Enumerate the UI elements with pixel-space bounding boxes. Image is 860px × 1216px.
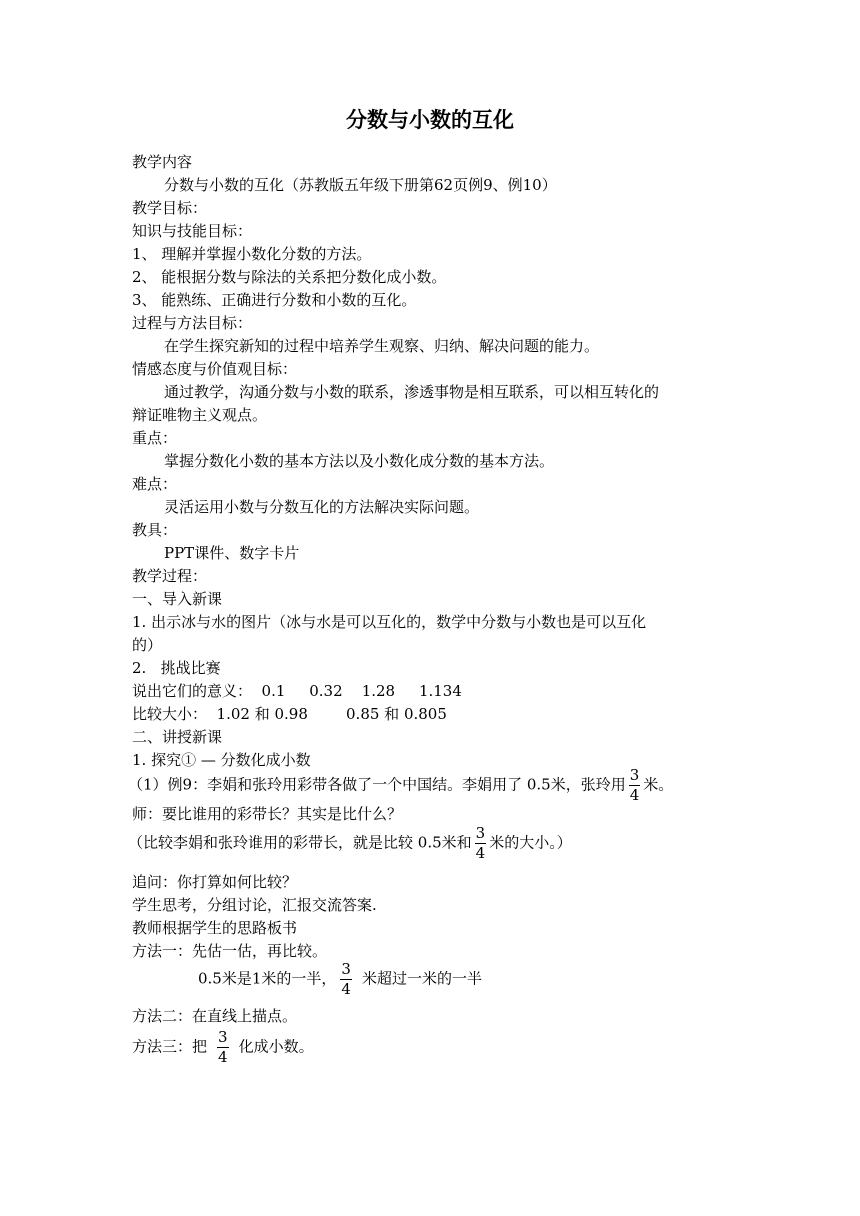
fraction-three-quarters [629, 768, 641, 803]
section-heading-difficulties: 难点： [132, 475, 178, 493]
estimate-text: 0.5米是1米的一半， [198, 969, 337, 988]
subheading-process: 过程与方法目标： [132, 314, 253, 332]
subheading-attitude: 情感态度与价值观目标： [132, 360, 298, 378]
method-3-text: 方法三：把 [132, 1037, 208, 1056]
tools-text: PPT课件、数字卡片 [164, 544, 300, 562]
fraction-three-quarters [475, 826, 487, 861]
intro-step-1-line-1: 1. 出示冰与水的图片（冰与水是可以互化的，数学中分数与小数也是可以互化 [132, 613, 647, 631]
difficulties-text: 灵活运用小数与分数互化的方法解决实际问题。 [164, 498, 480, 516]
compare-explanation-text: （比较李娟和张玲谁用的彩带长，就是比较 0.5米和 [128, 833, 472, 852]
follow-up-question: 追问：你打算如何比较？ [132, 873, 298, 891]
fraction-denominator: 4 [629, 786, 640, 804]
attitude-text-line-2: 辩证唯物主义观点。 [132, 406, 268, 424]
fraction-numerator: 3 [218, 1028, 228, 1046]
fraction-three-quarters [340, 962, 352, 997]
fraction-three-quarters [217, 1030, 229, 1065]
objective-item-2: 2、 能根据分数与除法的关系把分数化成小数。 [132, 268, 447, 286]
teacher-board-note: 教师根据学生的思路板书 [132, 919, 298, 937]
compare-explanation-end: 米的大小。） [489, 833, 572, 852]
method-1-heading: 方法一：先估一估，再比较。 [132, 942, 328, 960]
example-9-unit: 米。 [643, 775, 674, 794]
teacher-question: 师：要比谁用的彩带长？其实是比什么？ [132, 805, 403, 823]
intro-step-2: 2. 挑战比赛 [132, 659, 221, 677]
student-discussion: 学生思考，分组讨论，汇报交流答案. [132, 896, 377, 914]
section-heading-key-points: 重点： [132, 429, 178, 447]
process-text: 在学生探究新知的过程中培养学生观察、归纳、解决问题的能力。 [164, 337, 600, 355]
compare-sizes: 比较大小： 1.02 和 0.98 0.85 和 0.805 [132, 705, 447, 723]
meaning-numbers: 说出它们的意义： 0.1 0.32 1.28 1.134 [132, 682, 462, 700]
fraction-numerator: 3 [341, 960, 351, 978]
fraction-denominator: 4 [218, 1048, 228, 1066]
fraction-numerator: 3 [629, 766, 640, 784]
fraction-numerator: 3 [475, 824, 486, 842]
explore-heading: 1. 探究① — 分数化成小数 [132, 751, 311, 769]
document-title: 分数与小数的互化 [346, 108, 514, 132]
objective-item-3: 3、 能熟练、正确进行分数和小数的互化。 [132, 291, 417, 309]
section-heading-content: 教学内容 [132, 153, 193, 171]
objective-item-1: 1、 理解并掌握小数化分数的方法。 [132, 245, 372, 263]
key-points-text: 掌握分数化小数的基本方法以及小数化成分数的基本方法。 [164, 452, 555, 470]
part-1-heading: 一、导入新课 [132, 590, 223, 608]
example-9-line [128, 768, 673, 803]
part-2-heading: 二、讲授新课 [132, 728, 223, 746]
method-3-line [132, 1030, 314, 1065]
section-heading-tools: 教具： [132, 521, 178, 539]
fraction-denominator: 4 [475, 844, 486, 862]
method-3-text-end: 化成小数。 [238, 1037, 314, 1056]
method-2-heading: 方法二：在直线上描点。 [132, 1007, 298, 1025]
estimate-text-end: 米超过一米的一半 [361, 969, 482, 988]
intro-step-1-line-2: 的） [132, 636, 163, 654]
estimate-line [198, 962, 482, 997]
attitude-text-line-1: 通过教学，沟通分数与小数的联系，渗透事物是相互联系，可以相互转化的 [164, 383, 660, 401]
fraction-denominator: 4 [341, 980, 351, 998]
section-heading-process: 教学过程： [132, 567, 208, 585]
example-9-text: （1）例9：李娟和张玲用彩带各做了一个中国结。李娟用了 0.5米，张玲用 [128, 775, 626, 794]
compare-explanation-line [128, 826, 572, 861]
section-heading-objectives: 教学目标： [132, 199, 208, 217]
subheading-knowledge: 知识与技能目标： [132, 222, 253, 240]
content-text: 分数与小数的互化（苏教版五年级下册第62页例9、例10） [164, 176, 557, 194]
